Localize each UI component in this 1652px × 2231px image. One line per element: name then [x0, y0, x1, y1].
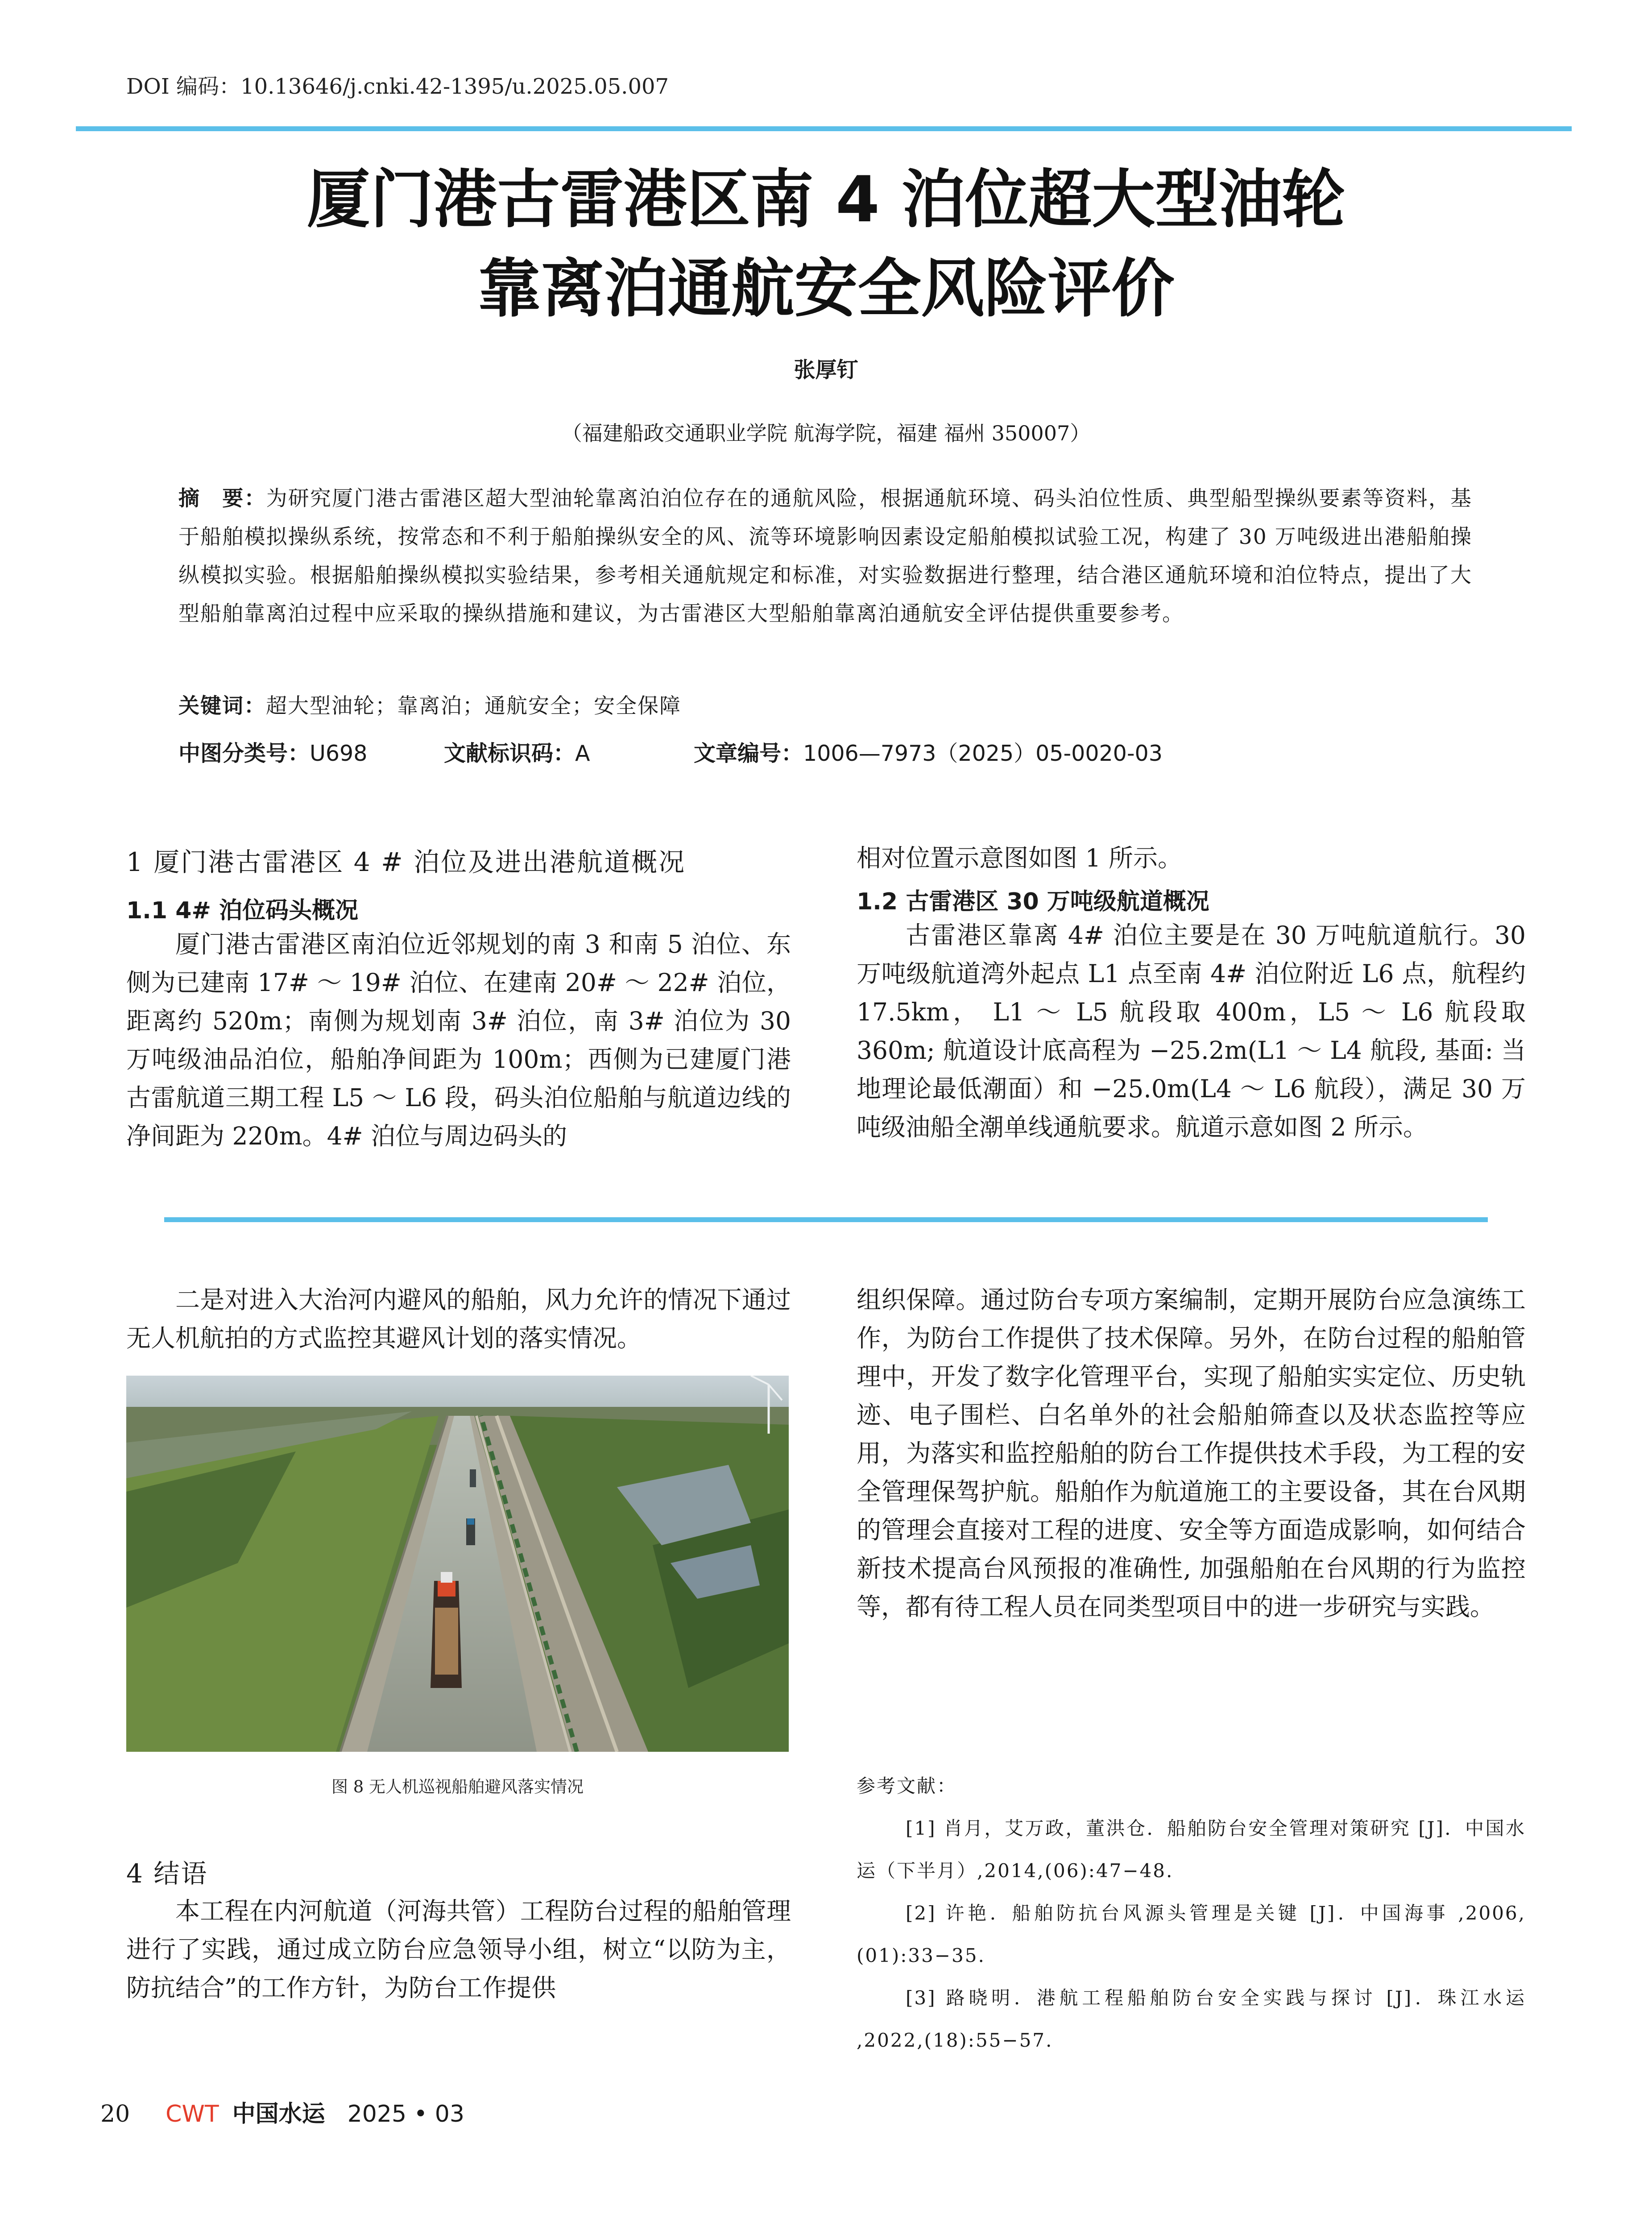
section1-1-heading: 1.1 4# 泊位码头概况: [126, 897, 359, 924]
keywords: [178, 689, 681, 719]
section1-1-body: [126, 925, 791, 1155]
article-number: [694, 736, 1163, 767]
lower-left-text: [126, 1281, 791, 1357]
journal-name: 中国水运: [232, 2101, 325, 2127]
conclusion-body: [126, 1892, 791, 2007]
paragraph: 二是对进入大治河内避风的船舶，风力允许的情况下通过无人机航拍的方式监控其避风计划的落实情况。: [126, 1286, 791, 1352]
section1-2-body: [857, 916, 1526, 1146]
paragraph: 组织保障。通过防台专项方案编制，定期开展防台应急演练工作，为防台工作提供了技术保障。另外，在防台过程的船舶管理中，开发了数字化管理平台，实现了船舶实实定位、历史轨迹、电子围栏、白名单外的社会船舶筛查以及状态监控等应用，为落实和监控船舶的防台工作提供技术手段，为工程的安全管理保驾护航。船舶作为航道施工的主要设备，其在台风期的管理会直接对工程的进度、安全等方面造成影响，如何结合新技术提高台风预报的准确性, 加强船舶在台风期的行为监控等，都有待工程人员在同类型项目中的进一步研究与实践。: [857, 1286, 1526, 1621]
clc-number: [178, 736, 367, 767]
title-line-2: 靠离泊通航安全风险评价: [477, 252, 1175, 326]
issue-number: 2025 • 03: [347, 2101, 464, 2127]
references-heading: 参考文献：: [857, 1775, 957, 1797]
title-line-1: 厦门港古雷港区南 4 泊位超大型油轮: [306, 163, 1346, 236]
keywords-text: 超大型油轮；靠离泊；通航安全；安全保障: [266, 694, 681, 718]
doc-code: [444, 736, 590, 767]
doi-line: DOI 编码：10.13646/j.cnki.42-1395/u.2025.05.007: [126, 74, 669, 99]
abstract-text: 为研究厦门港古雷港区超大型油轮靠离泊泊位存在的通航风险，根据通航环境、码头泊位性质、典型船型操纵要素等资料，基于船舶模拟操纵系统，按常态和不利于船舶操纵安全的风、流等环境影响因素设定船舶模拟试验工况，构建了 30 万吨级进出港船舶操纵模拟实验。根据船舶操纵模拟实验结果，参考相关通航规定和标准，对实验数据进行整理，结合港区通航环境和泊位特点，提出了大型船舶靠离泊过程中应采取的操纵措施和建议，为古雷港区大型船舶靠离泊通航安全评估提供重要参考。: [178, 486, 1473, 626]
doc-value: A: [575, 741, 590, 766]
page-footer: [100, 2095, 464, 2128]
ship-large: [431, 1572, 462, 1688]
figure-caption: 图 8 无人机巡视船舶避风落实情况: [331, 1777, 584, 1796]
section1-2-heading: 1.2 古雷港区 30 万吨级航道概况: [857, 888, 1209, 915]
section1-heading: 1 厦门港古雷港区 4 # 泊位及进出港航道概况: [126, 847, 686, 877]
ship-small-1: [466, 1518, 475, 1545]
keywords-label: 关键词：: [178, 694, 266, 718]
reference-item: [3] 路晓明．港航工程船舶防台安全实践与探讨 [J]．珠江水运 ,2022,(18):55−57.: [857, 1987, 1526, 2051]
paragraph: 厦门港古雷港区南泊位近邻规划的南 3 和南 5 泊位、东侧为已建南 17# ～ 19# 泊位、在建南 20# ～ 22# 泊位，距离约 520m；南侧为规划南 3# 泊位，南 3# 泊位为 30 万吨级油品泊位，船舶净间距为 100m；西侧为已建厦门港古雷航道三期工程 L5 ～ L6 段，码头泊位船舶与航道边线的净间距为 220m。4# 泊位与周边码头的: [126, 930, 791, 1150]
paragraph: 古雷港区靠离 4# 泊位主要是在 30 万吨航道航行。30 万吨级航道湾外起点 L1 点至南 4# 泊位附近 L6 点，航程约 17.5km， L1 ～ L5 航段取 400m，L5 ～ L6 航段取 360m; 航道设计底高程为 −25.2m(L1 ～ L4 航段, 基面: 当地理论最低潮面）和 −25.0m(L4 ～ L6 航段），满足 30 万吨级油船全潮单线通航要求。航道示意如图 2 所示。: [857, 921, 1526, 1141]
author: 张厚钉: [794, 357, 858, 382]
page-number: 20: [100, 2101, 130, 2127]
reference-item: [1] 肖月，艾万政，董洪仓．船舶防台安全管理对策研究 [J]．中国水运（下半月）,2014,(06):47−48.: [857, 1817, 1526, 1882]
clc-label: 中图分类号：: [178, 741, 310, 766]
article-value: 1006—7973（2025）05-0020-03: [803, 741, 1163, 766]
separator-rule: [164, 1217, 1488, 1222]
affiliation: （福建船政交通职业学院 航海学院，福建 福州 350007）: [561, 421, 1091, 445]
abstract: [178, 480, 1472, 633]
clc-value: U698: [310, 741, 368, 766]
abstract-label: 摘 要：: [178, 486, 266, 511]
doc-label: 文献标识码：: [444, 741, 576, 766]
references: [857, 1765, 1526, 2061]
reference-item: [2] 许艳．船舶防抗台风源头管理是关键 [J]．中国海事 ,2006,(01):33−35.: [857, 1902, 1526, 1966]
ship-small-2: [470, 1469, 476, 1487]
brand-logo: CWT: [166, 2101, 219, 2127]
lower-right-text: [857, 1281, 1526, 1626]
paragraph: 本工程在内河航道（河海共管）工程防台过程的船舶管理进行了实践，通过成立防台应急领导小组，树立“以防为主，防抗结合”的工作方针，为防台工作提供: [126, 1897, 791, 2002]
paragraph: 相对位置示意图如图 1 所示。: [857, 844, 1182, 872]
section4-heading: 4 结语: [126, 1858, 208, 1889]
article-label: 文章编号：: [694, 741, 803, 766]
drone-canal-photo: [126, 1376, 789, 1752]
header-rule: [76, 126, 1572, 131]
section1-right-top: [857, 839, 1526, 877]
